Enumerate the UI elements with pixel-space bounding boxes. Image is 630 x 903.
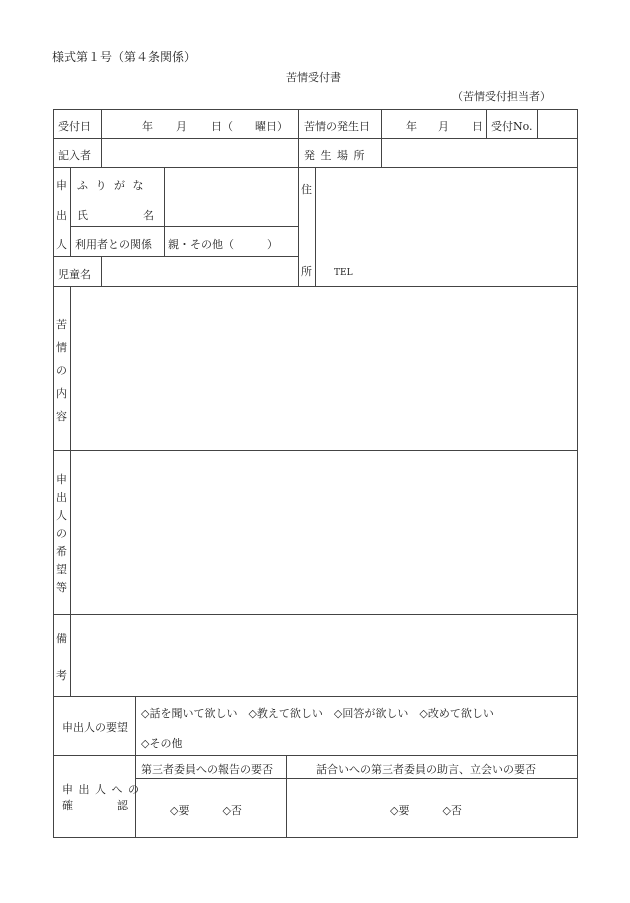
- remarks-char-2: 考: [56, 669, 67, 682]
- complaint-char-3: の: [56, 364, 67, 377]
- confirmation-label-line2: 確 認: [62, 799, 128, 812]
- occurrence-day-label: 日: [472, 120, 483, 133]
- third-party-advice-header: 話合いへの第三者委員の助言、立会いの要否: [316, 763, 536, 776]
- location-label: 発 生 場 所: [304, 149, 366, 162]
- furigana-label: ふ り が な: [77, 179, 146, 192]
- wishes-char-3: 人: [56, 509, 67, 522]
- confirmation-label-line1: 申 出 人 へ の: [62, 783, 140, 796]
- page-title: 苦情受付書: [286, 71, 341, 84]
- applicant-side-char-1: 申: [56, 179, 67, 192]
- wishes-char-2: 出: [56, 491, 67, 504]
- staff-note: （苦情受付担当者）: [452, 90, 551, 103]
- applicant-side-char-3: 人: [56, 238, 67, 251]
- tel-label: TEL: [334, 268, 353, 278]
- occurrence-date-label: 苦情の発生日: [304, 120, 370, 133]
- remarks-char-1: 備: [56, 632, 67, 645]
- receipt-no-label: 受付No.: [491, 120, 533, 133]
- child-name-label: 児童名: [58, 268, 91, 281]
- requests-options-line2: ◇その他: [141, 737, 183, 750]
- address-top-char: 住: [301, 183, 312, 196]
- third-party-report-header: 第三者委員への報告の要否: [141, 763, 273, 776]
- occurrence-month-label: 月: [438, 120, 449, 133]
- requests-options-line1: ◇話を聞いて欲しい ◇教えて欲しい ◇回答が欲しい ◇改めて欲しい: [141, 707, 494, 720]
- complaint-char-1: 苦: [56, 318, 67, 331]
- recorder-label: 記入者: [58, 149, 91, 162]
- address-bottom-char: 所: [301, 265, 312, 278]
- wishes-char-6: 望: [56, 563, 67, 576]
- receipt-date-label: 受付日: [58, 120, 91, 133]
- third-party-report-options: ◇要 ◇否: [170, 804, 242, 817]
- receipt-year-label: 年: [142, 120, 153, 133]
- complaint-char-2: 情: [56, 341, 67, 354]
- complaint-char-4: 内: [56, 387, 67, 400]
- requests-label: 申出人の要望: [62, 721, 128, 734]
- wishes-char-5: 希: [56, 545, 67, 558]
- relation-value: 親・その他（ ）: [168, 238, 278, 251]
- form-number: 様式第１号（第４条関係）: [52, 50, 197, 64]
- relation-label: 利用者との関係: [75, 238, 152, 251]
- name-label: 氏 名: [77, 209, 154, 222]
- third-party-advice-options: ◇要 ◇否: [390, 804, 462, 817]
- applicant-side-char-2: 出: [56, 209, 67, 222]
- wishes-char-7: 等: [56, 581, 67, 594]
- occurrence-year-label: 年: [406, 120, 417, 133]
- wishes-char-4: の: [56, 527, 67, 540]
- receipt-month-label: 月: [176, 120, 187, 133]
- receipt-day-weekday-label: 日（ 曜日）: [211, 120, 288, 133]
- complaint-char-5: 容: [56, 410, 67, 423]
- wishes-char-1: 申: [56, 473, 67, 486]
